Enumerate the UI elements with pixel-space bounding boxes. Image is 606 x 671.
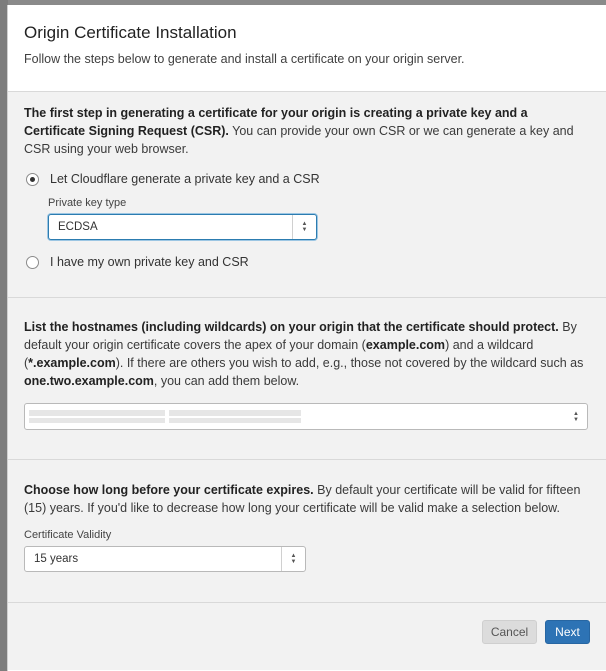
radio-own-option[interactable] [24,255,590,269]
csr-section [8,92,606,298]
hostnames-description-bold: List the hostnames (including wildcards) on your origin that the certificate should protect. [24,320,559,334]
hostnames-text-a: By default your origin certificate covers the apex of your domain ( [24,320,577,352]
radio-own-button[interactable] [26,256,39,269]
dialog-title: Origin Certificate Installation [24,23,237,42]
validity-select[interactable] [24,546,306,572]
hostnames-text-c: ). If there are others you wish to add, e.g., those not covered by the wildcard such as [115,356,584,370]
validity-description-rest: By default your certificate will be valid for fifteen (15) years. If you'd like to decrease how long your certificate will be valid make a selection below. [24,483,581,515]
csr-description [24,104,590,158]
csr-description-rest: You can provide your own CSR or we can generate a key and CSR using your web browser. [24,124,574,156]
hostname-chip[interactable] [169,418,301,423]
select-updown-icon: ▲ ▼ [281,547,305,571]
hostnames-text-b: ) and a wildcard ( [24,338,534,370]
select-updown-icon: ▲ ▼ [573,410,579,423]
radio-generate-option[interactable] [24,172,590,186]
wildcard-example: *.example.com [28,356,116,370]
validity-description-bold: Choose how long before your certificate expires. [24,483,314,497]
radio-generate-button[interactable] [26,173,39,186]
hostnames-multiselect[interactable] [24,403,588,430]
hostname-chip[interactable] [29,410,165,416]
radio-own-label: I have my own private key and CSR [50,255,249,269]
hostname-chip[interactable] [169,410,301,416]
hostname-chips [29,410,301,423]
hostnames-text-d: , you can add them below. [153,374,300,388]
hostname-chip-row [29,418,301,423]
dialog-header [8,5,606,92]
radio-generate-label: Let Cloudflare generate a private key and a CSR [50,172,320,186]
cancel-button[interactable]: Cancel [482,620,537,644]
dialog-footer [8,603,606,670]
subdomain-example: one.two.example.com [24,374,154,388]
validity-label: Certificate Validity [24,529,112,541]
hostnames-description [24,318,590,390]
certificate-dialog [7,5,606,671]
next-button[interactable]: Next [545,620,590,644]
hostname-chip-row [29,410,301,416]
dialog-subtitle: Follow the steps below to generate and install a certificate on your origin server. [24,52,465,66]
key-type-label: Private key type [48,197,127,209]
hostname-chip[interactable] [29,418,165,423]
csr-description-bold: The first step in generating a certificate for your origin is creating a private key and a Certificate Signing Request (CSR). [24,106,528,138]
validity-description [24,481,590,517]
key-type-select[interactable] [48,214,317,240]
validity-section [8,460,606,603]
apex-domain-example: example.com [365,338,446,352]
hostnames-section [8,298,606,460]
key-type-value: ECDSA [58,221,98,233]
select-updown-icon: ▲ ▼ [292,215,316,239]
validity-value: 15 years [34,553,79,565]
